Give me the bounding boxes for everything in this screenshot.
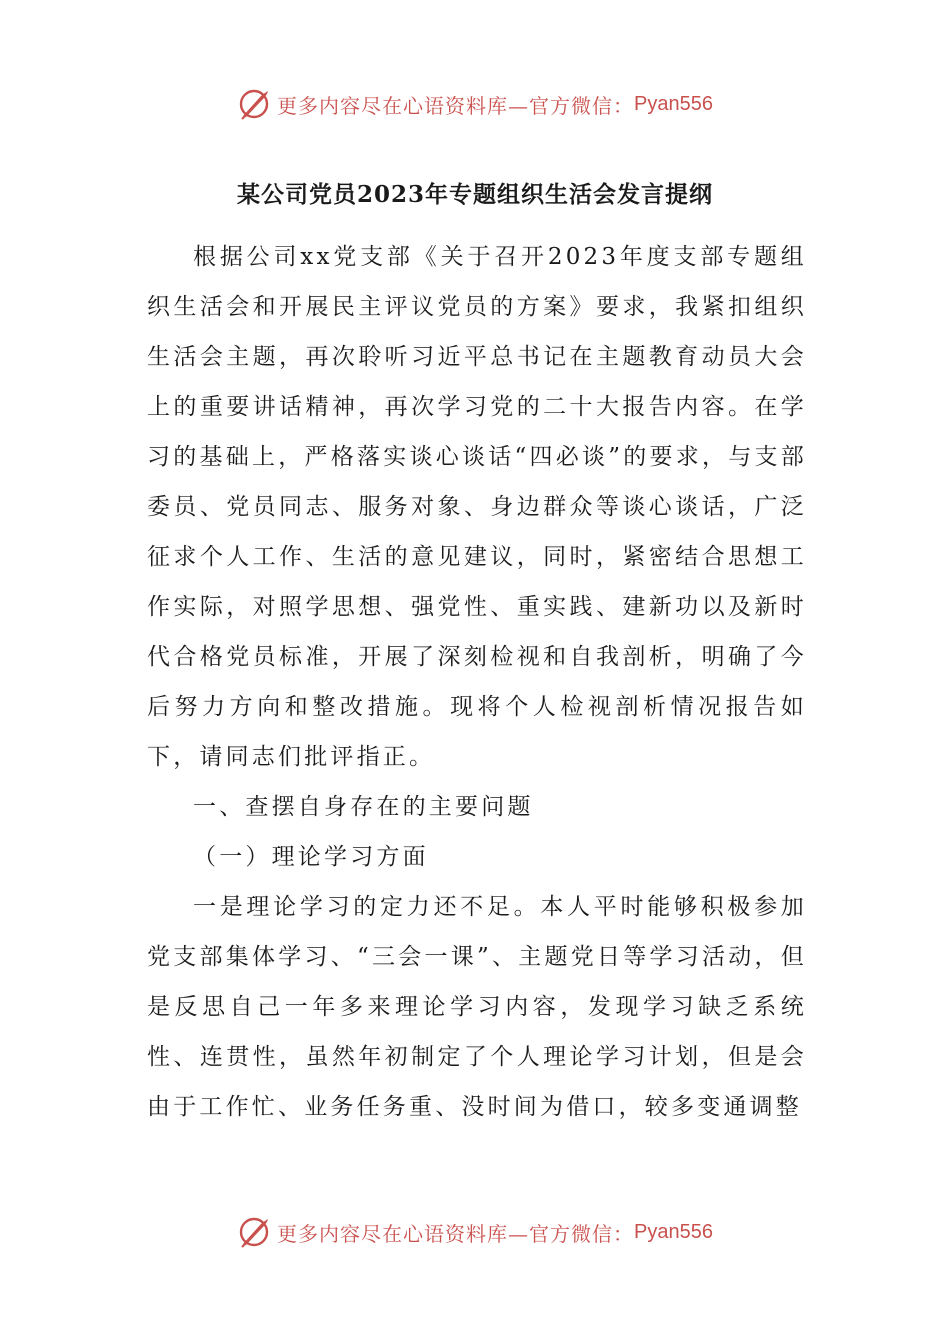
header-watermark: [0, 84, 950, 124]
quill-pen-logo-icon: [237, 87, 271, 121]
watermark-wechat-id: Pyan556: [634, 92, 713, 115]
quill-pen-logo-icon: [237, 1215, 271, 1249]
watermark-text: 更多内容尽在心语资料库—官方微信：: [277, 93, 635, 118]
body-paragraph-1: 一是理论学习的定力还不足。本人平时能够积极参加党支部集体学习、“三会一课”、主题党日等学习活动，但是反思自己一年多来理论学习内容，发现学习缺乏系统性、连贯性，虽然年初制定了个人理论学习计划，但是会由于工作忙、业务任务重、没时间为借口，较多变通调整: [147, 894, 807, 1120]
document-title: 某公司党员2023年专题组织生活会发言提纲: [236, 181, 713, 208]
watermark-wechat-id: Pyan556: [634, 1220, 713, 1243]
subsection-heading-1: （一）理论学习方面: [193, 844, 429, 870]
document-body: [147, 232, 807, 1132]
watermark-text: 更多内容尽在心语资料库—官方微信：: [277, 1221, 635, 1246]
section-heading-1: 一、查摆自身存在的主要问题: [193, 794, 534, 820]
intro-paragraph: 根据公司xx党支部《关于召开2023年度支部专题组织生活会和开展民主评议党员的方案》要求，我紧扣组织生活会主题，再次聆听习近平总书记在主题教育动员大会上的重要讲话精神，再次学习党的二十大报告内容。在学习的基础上，严格落实谈心谈话“四必谈”的要求，与支部委员、党员同志、服务对象、身边群众等谈心谈话，广泛征求个人工作、生活的意见建议，同时，紧密结合思想工作实际，对照学思想、强党性、重实践、建新功以及新时代合格党员标准，开展了深刻检视和自我剖析，明确了今后努力方向和整改措施。现将个人检视剖析情况报告如下，请同志们批评指正。: [147, 244, 807, 770]
footer-watermark: [0, 1212, 950, 1252]
